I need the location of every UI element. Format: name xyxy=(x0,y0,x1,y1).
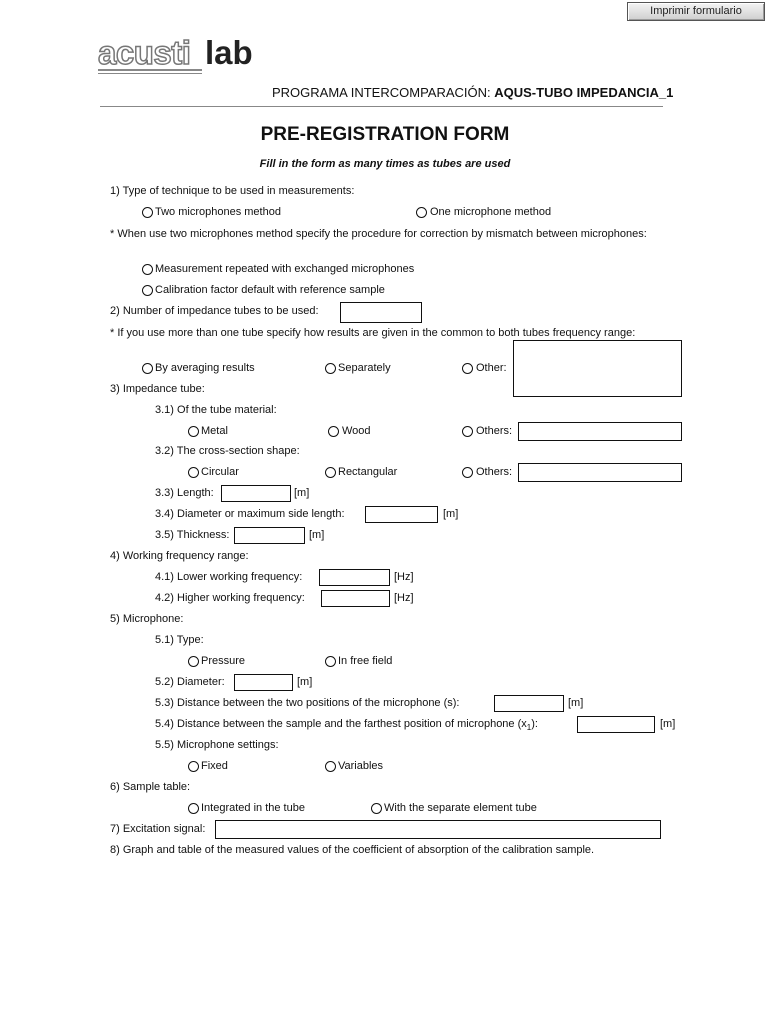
label-separately: Separately xyxy=(338,362,391,374)
radio-separately[interactable] xyxy=(325,363,336,374)
radio-other-range[interactable] xyxy=(462,363,473,374)
label-pressure: Pressure xyxy=(201,655,246,667)
q4-2-label: 4.2) Higher working frequency: xyxy=(155,592,305,604)
radio-others-shape[interactable] xyxy=(462,467,473,478)
q5-4-label-end: ): xyxy=(531,718,538,730)
q5-1-label: 5.1) Type: xyxy=(155,634,204,646)
label-rectangular: Rectangular xyxy=(338,466,398,478)
thickness-input[interactable] xyxy=(234,527,305,544)
q3-3-label: 3.3) Length: xyxy=(155,487,214,499)
radio-separate-element[interactable] xyxy=(371,803,382,814)
microphone-diameter-unit: [m] xyxy=(297,676,313,688)
farthest-distance-unit: [m] xyxy=(660,718,676,730)
farthest-distance-input[interactable] xyxy=(577,716,655,733)
label-averaging: By averaging results xyxy=(155,362,255,374)
label-metal: Metal xyxy=(201,425,228,437)
microphone-diameter-input[interactable] xyxy=(234,674,293,691)
label-others-shape: Others: xyxy=(476,466,513,478)
radio-wood[interactable] xyxy=(328,426,339,437)
page-subtitle: Fill in the form as many times as tubes are used xyxy=(259,158,511,170)
q2-note: * If you use more than one tube specify how results are given in the common to both tubes frequency range: xyxy=(110,327,636,339)
q8-label: 8) Graph and table of the measured values of the coefficient of absorption of the calibration sample. xyxy=(110,844,595,856)
q3-4-label: 3.4) Diameter or maximum side length: xyxy=(155,508,345,520)
q3-label: 3) Impedance tube: xyxy=(110,383,205,395)
radio-calibration-factor[interactable] xyxy=(142,285,153,296)
label-others-material: Others: xyxy=(476,425,513,437)
radio-variables[interactable] xyxy=(325,761,336,772)
q5-label: 5) Microphone: xyxy=(110,613,184,625)
q5-4-label xyxy=(155,718,538,732)
microphone-distance-input[interactable] xyxy=(494,695,564,712)
radio-others-material[interactable] xyxy=(462,426,473,437)
length-unit: [m] xyxy=(294,487,310,499)
radio-free-field[interactable] xyxy=(325,656,336,667)
radio-two-microphones[interactable] xyxy=(142,207,153,218)
q3-5-label: 3.5) Thickness: xyxy=(155,529,230,541)
microphone-distance-unit: [m] xyxy=(568,697,584,709)
label-separate-element: With the separate element tube xyxy=(384,802,537,814)
q7-label: 7) Excitation signal: xyxy=(110,823,206,835)
q5-5-label: 5.5) Microphone settings: xyxy=(155,739,279,751)
diameter-side-input[interactable] xyxy=(365,506,438,523)
q5-4-label-text: 5.4) Distance between the sample and the farthest position of microphone (x xyxy=(155,718,527,730)
label-fixed: Fixed xyxy=(201,760,228,772)
logo-underline-thin xyxy=(98,73,202,74)
radio-exchanged-microphones[interactable] xyxy=(142,264,153,275)
diameter-side-unit: [m] xyxy=(443,508,459,520)
q5-3-label: 5.3) Distance between the two positions of the microphone (s): xyxy=(155,697,460,709)
lower-frequency-input[interactable] xyxy=(319,569,390,586)
length-input[interactable] xyxy=(221,485,291,502)
others-shape-input[interactable] xyxy=(518,463,682,482)
label-calibration-factor: Calibration factor default with reference sample xyxy=(155,284,385,296)
label-circular: Circular xyxy=(201,466,239,478)
label-free-field: In free field xyxy=(338,655,393,667)
label-one-microphone: One microphone method xyxy=(430,206,552,218)
radio-rectangular[interactable] xyxy=(325,467,336,478)
q4-label: 4) Working frequency range: xyxy=(110,550,249,562)
program-prefix: PROGRAMA INTERCOMPARACIÓN: xyxy=(272,85,495,100)
label-two-microphones: Two microphones method xyxy=(155,206,281,218)
radio-one-microphone[interactable] xyxy=(416,207,427,218)
print-form-button[interactable]: Imprimir formulario xyxy=(627,2,765,21)
lower-frequency-unit: [Hz] xyxy=(394,571,414,583)
others-material-input[interactable] xyxy=(518,422,682,441)
q5-2-label: 5.2) Diameter: xyxy=(155,676,225,688)
q3-1-label: 3.1) Of the tube material: xyxy=(155,404,277,416)
higher-frequency-unit: [Hz] xyxy=(394,592,414,604)
label-integrated: Integrated in the tube xyxy=(201,802,305,814)
label-wood: Wood xyxy=(342,425,371,437)
q1-note: * When use two microphones method specify the procedure for correction by mismatch between microphones: xyxy=(110,228,647,240)
q2-label: 2) Number of impedance tubes to be used: xyxy=(110,305,319,317)
radio-metal[interactable] xyxy=(188,426,199,437)
program-code: AQUS-TUBO IMPEDANCIA_1 xyxy=(494,85,674,100)
header-divider xyxy=(100,106,663,107)
radio-integrated[interactable] xyxy=(188,803,199,814)
logo-underline xyxy=(98,69,202,71)
logo-text-lab: lab xyxy=(205,34,253,71)
q3-2-label: 3.2) The cross-section shape: xyxy=(155,445,300,457)
label-other-range: Other: xyxy=(476,362,507,374)
higher-frequency-input[interactable] xyxy=(321,590,390,607)
page-title: PRE-REGISTRATION FORM xyxy=(260,124,510,145)
radio-circular[interactable] xyxy=(188,467,199,478)
label-exchanged-microphones: Measurement repeated with exchanged microphones xyxy=(155,263,415,275)
thickness-unit: [m] xyxy=(309,529,325,541)
other-range-input[interactable] xyxy=(513,340,682,397)
program-heading xyxy=(272,85,673,100)
tubes-count-input[interactable] xyxy=(340,302,422,323)
q6-label: 6) Sample table: xyxy=(110,781,191,793)
radio-fixed[interactable] xyxy=(188,761,199,772)
q5-4-subscript: 1 xyxy=(526,723,532,733)
radio-pressure[interactable] xyxy=(188,656,199,667)
logo-text-acusti: acusti xyxy=(98,34,191,71)
excitation-signal-input[interactable] xyxy=(215,820,661,839)
q4-1-label: 4.1) Lower working frequency: xyxy=(155,571,303,583)
label-variables: Variables xyxy=(338,760,384,772)
radio-averaging[interactable] xyxy=(142,363,153,374)
q1-label: 1) Type of technique to be used in measurements: xyxy=(110,185,355,197)
